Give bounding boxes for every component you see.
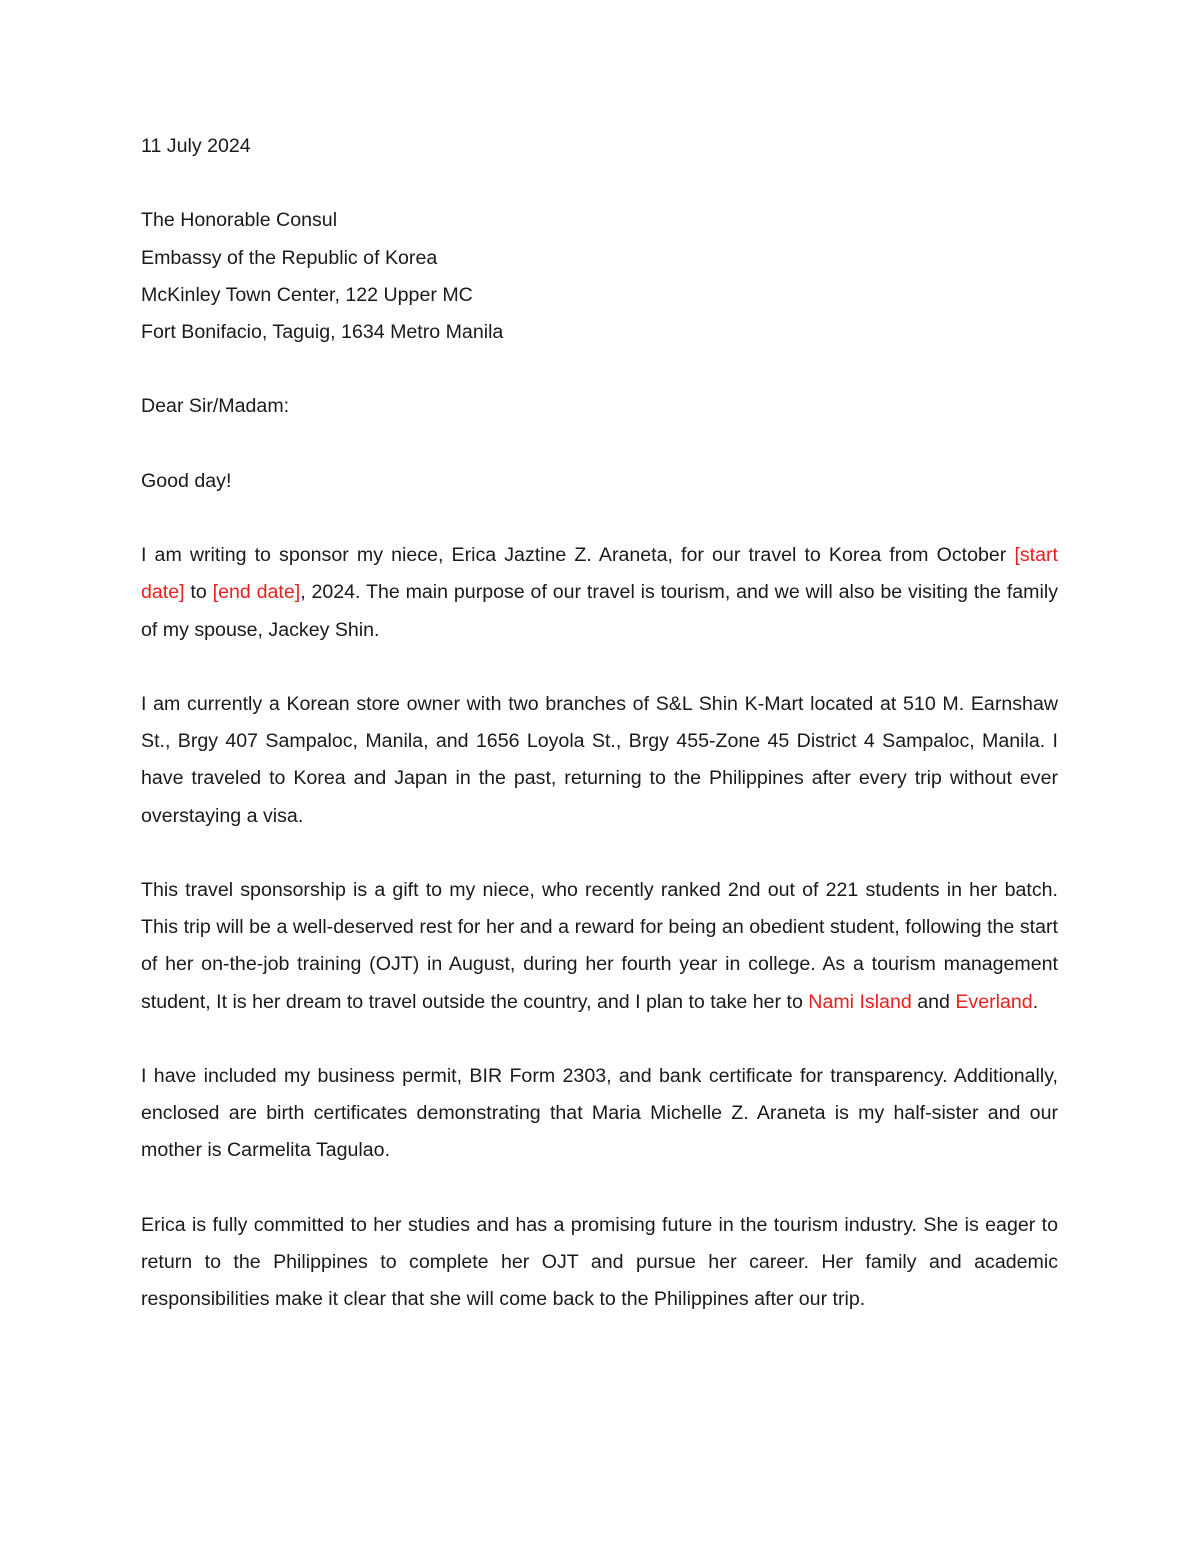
recipient-line-1: The Honorable Consul (141, 209, 338, 232)
paragraph-sponsorship-text-a: This travel sponsorship is a gift to my niece, who recently ranked 2nd out of 221 students in her batch. This trip will be a well-deserved rest for her and a reward for being an obedient student, following the start of her on-the-job training (OJT) in August, during her fourth year in college. As a tourism management student, It is her dream to travel outside the country, and I plan to take her to (141, 878, 1058, 1013)
greeting: Good day! (141, 469, 232, 492)
paragraph-travel-purpose-text-c: , 2024. The main purpose of our travel is tourism, and we will also be visiting the family of my spouse, Jackey Shin. (141, 581, 1058, 641)
letter-date: 11 July 2024 (141, 135, 251, 157)
destination-nami-island: Nami Island (808, 990, 912, 1013)
destination-everland: Everland (955, 990, 1033, 1013)
paragraph-travel-purpose-text-a: I am writing to sponsor my niece, Erica Jaztine Z. Araneta, for our travel to Korea from October (141, 544, 1015, 567)
recipient-line-2: Embassy of the Republic of Korea (141, 246, 438, 269)
paragraph-travel-purpose (141, 537, 1058, 649)
recipient-address (141, 202, 1058, 351)
salutation: Dear Sir/Madam: (141, 395, 290, 418)
paragraph-sponsorship-text-b: and (911, 990, 956, 1013)
paragraph-sponsorship-text-c: . (1032, 990, 1039, 1013)
end-date-placeholder: [end date] (212, 581, 301, 604)
paragraph-sponsorship-reason (141, 872, 1058, 1021)
recipient-line-3: McKinley Town Center, 122 Upper MC (141, 283, 473, 306)
paragraph-business-background: I am currently a Korean store owner with two branches of S&L Shin K-Mart located at 510 M. Earnshaw St., Brgy 407 Sampaloc, Manila, and 1656 Loyola St., Brgy 455-Zone 45 District 4 Sampaloc, Manila. I have traveled to Korea and Japan in the past, returning to the Philippines after every trip without ever overstaying a visa. (141, 692, 1058, 827)
recipient-line-4: Fort Bonifacio, Taguig, 1634 Metro Manila (141, 321, 504, 343)
paragraph-travel-purpose-text-b: to (184, 581, 213, 604)
paragraph-return-assurance: Erica is fully committed to her studies and has a promising future in the tourism industry. She is eager to return to the Philippines to complete her OJT and pursue her career. Her family and academic responsibilities make it clear that she will come back to the Philippines after our trip. (141, 1213, 1058, 1311)
start-date-placeholder: [start date] (141, 544, 1058, 604)
letter-page (141, 128, 1058, 1356)
paragraph-enclosures: I have included my business permit, BIR Form 2303, and bank certificate for transparency. Additionally, enclosed are birth certificates demonstrating that Maria Michelle Z. Araneta is my half-sister and our mother is Carmelita Tagulao. (141, 1064, 1058, 1162)
